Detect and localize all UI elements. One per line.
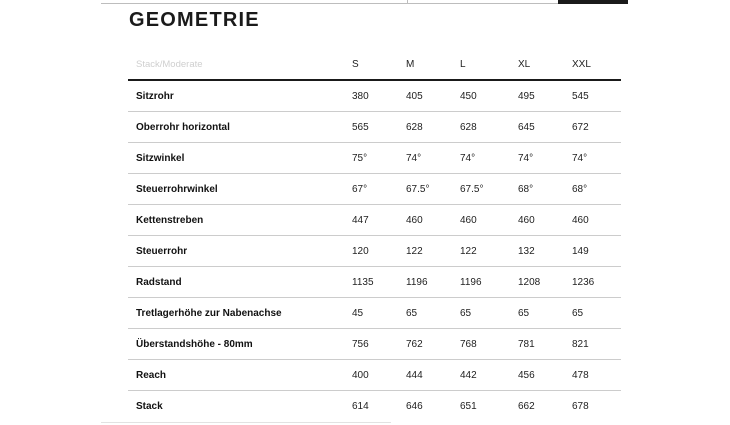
cell-value: 120 <box>344 236 398 267</box>
cell-value: 478 <box>564 360 621 391</box>
cell-value: 380 <box>344 80 398 112</box>
cell-value: 74° <box>510 143 564 174</box>
table-row <box>128 391 621 422</box>
cell-value: 442 <box>452 360 510 391</box>
cell-value: 122 <box>398 236 452 267</box>
row-label: Radstand <box>128 267 344 298</box>
row-label: Steuerrohr <box>128 236 344 267</box>
cell-value: 1135 <box>344 267 398 298</box>
row-label: Steuerrohrwinkel <box>128 174 344 205</box>
row-label: Oberrohr horizontal <box>128 112 344 143</box>
cell-value: 444 <box>398 360 452 391</box>
cell-value: 1208 <box>510 267 564 298</box>
cell-value: 447 <box>344 205 398 236</box>
cell-value: 65 <box>452 298 510 329</box>
size-header-l: L <box>452 49 510 80</box>
cell-value: 67.5° <box>398 174 452 205</box>
cell-value: 460 <box>564 205 621 236</box>
cell-value: 45 <box>344 298 398 329</box>
row-label: Sitzwinkel <box>128 143 344 174</box>
row-label: Tretlagerhöhe zur Nabenachse <box>128 298 344 329</box>
table-header-row <box>128 49 621 80</box>
size-header-m: M <box>398 49 452 80</box>
cell-value: 456 <box>510 360 564 391</box>
cell-value: 1236 <box>564 267 621 298</box>
cell-value: 662 <box>518 400 535 412</box>
cell-value: 762 <box>398 329 452 360</box>
cell-value: 781 <box>510 329 564 360</box>
cell-value: 565 <box>344 112 398 143</box>
top-divider-tick <box>407 0 408 4</box>
cell-value: 460 <box>452 205 510 236</box>
cell-value: 821 <box>564 329 621 360</box>
table-row <box>128 112 621 143</box>
cell-value: 68° <box>510 174 564 205</box>
table-row <box>128 329 621 360</box>
cell-value: 628 <box>452 112 510 143</box>
cell-value: 74° <box>398 143 452 174</box>
cell-value: 460 <box>510 205 564 236</box>
row-label: Stack <box>136 400 163 412</box>
cell-value: 67.5° <box>452 174 510 205</box>
cell-value: 74° <box>564 143 621 174</box>
table-row <box>128 236 621 267</box>
table-row <box>128 205 621 236</box>
cell-value: 460 <box>398 205 452 236</box>
table-row <box>128 174 621 205</box>
bottom-divider <box>101 422 391 423</box>
corner-label: Stack/Moderate <box>128 49 344 80</box>
table-row <box>128 267 621 298</box>
table-row <box>128 360 621 391</box>
cell-value: 122 <box>452 236 510 267</box>
page-title: GEOMETRIE <box>129 9 260 31</box>
cell-value: 545 <box>564 80 621 112</box>
geometry-table <box>128 49 621 421</box>
table-row <box>128 143 621 174</box>
cell-value: 67° <box>344 174 398 205</box>
size-header-xxl: XXL <box>564 49 621 80</box>
cell-value: 672 <box>564 112 621 143</box>
cell-value: 132 <box>510 236 564 267</box>
row-label: Überstandshöhe - 80mm <box>128 329 344 360</box>
cell-value: 651 <box>460 400 477 412</box>
cell-value: 400 <box>344 360 398 391</box>
cell-value: 65 <box>398 298 452 329</box>
size-header-xl: XL <box>510 49 564 80</box>
cell-value: 756 <box>344 329 398 360</box>
cell-value: 65 <box>564 298 621 329</box>
cell-value: 768 <box>452 329 510 360</box>
cell-value: 645 <box>510 112 564 143</box>
cell-value: 646 <box>406 400 423 412</box>
size-header-s: S <box>344 49 398 80</box>
table-body <box>128 80 621 421</box>
cell-value: 74° <box>452 143 510 174</box>
top-divider <box>101 0 628 4</box>
cell-value: 1196 <box>398 267 452 298</box>
table-row <box>128 80 621 112</box>
cell-value: 495 <box>510 80 564 112</box>
row-label: Reach <box>128 360 344 391</box>
cell-value: 75° <box>344 143 398 174</box>
table-row <box>128 298 621 329</box>
cell-value: 678 <box>572 400 589 412</box>
row-label: Kettenstreben <box>128 205 344 236</box>
cell-value: 405 <box>398 80 452 112</box>
cell-value: 1196 <box>452 267 510 298</box>
row-label: Sitzrohr <box>128 80 344 112</box>
cell-value: 614 <box>352 400 369 412</box>
cell-value: 628 <box>398 112 452 143</box>
cell-value: 149 <box>564 236 621 267</box>
active-tab-indicator <box>558 0 628 4</box>
cell-value: 68° <box>564 174 621 205</box>
cell-value: 65 <box>510 298 564 329</box>
cell-value: 450 <box>452 80 510 112</box>
